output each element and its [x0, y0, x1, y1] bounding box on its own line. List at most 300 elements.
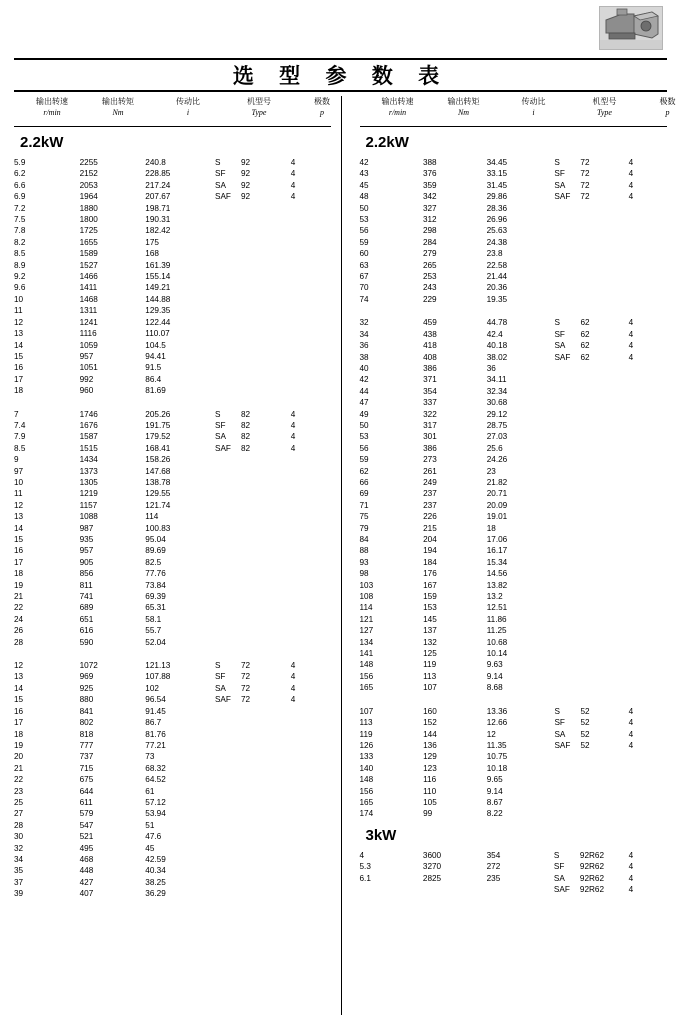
- cell-output-speed: 14: [14, 523, 24, 533]
- table-row: [360, 282, 668, 293]
- cell-output-torque: 1051: [79, 363, 98, 373]
- cell-output-speed: 134: [359, 637, 374, 647]
- cell-output-speed: 5.9: [14, 158, 26, 167]
- cell-poles: [629, 808, 667, 819]
- cell-ratio: 8.67: [486, 797, 503, 807]
- table-row: [14, 545, 331, 556]
- cell-output-torque: 1800: [79, 215, 98, 225]
- table-row: [14, 431, 331, 442]
- type-number: 62: [580, 341, 590, 351]
- cell-type: [554, 557, 628, 568]
- cell-type: [215, 157, 291, 168]
- table-row: [360, 602, 668, 613]
- table-row: [360, 580, 668, 591]
- cell-type: [215, 409, 291, 420]
- cell-output-speed: 18: [14, 729, 24, 739]
- cell-output-torque: 547: [79, 820, 94, 830]
- table-row: [14, 500, 331, 511]
- cell-poles: [291, 248, 331, 259]
- cell-output-torque: 1725: [79, 226, 98, 236]
- cell-type: [215, 694, 291, 705]
- cell-type: [215, 591, 291, 602]
- table-row: [360, 808, 668, 819]
- cell-poles: [629, 214, 667, 225]
- cell-ratio: 68.32: [145, 763, 166, 773]
- cell-type: [554, 682, 628, 693]
- table-row: [14, 271, 331, 282]
- cell-output-speed: 103: [359, 580, 374, 590]
- cell-type: [554, 420, 628, 431]
- cell-ratio: 19.35: [486, 294, 508, 304]
- cell-output-torque: 229: [422, 294, 437, 304]
- cell-output-torque: 3600: [422, 850, 442, 860]
- cell-output-torque: 818: [79, 729, 94, 739]
- type-prefix: SAF: [214, 443, 231, 453]
- gear-motor-photo: [599, 6, 663, 50]
- cell-output-speed: 27: [14, 809, 24, 819]
- table-row: [14, 362, 331, 373]
- cell-type: [554, 363, 628, 374]
- cell-ratio: 8.22: [486, 809, 503, 819]
- cell-type: [215, 614, 291, 625]
- cell-output-torque: 418: [423, 341, 437, 351]
- cell-output-speed: 28: [14, 820, 24, 830]
- table-row: [14, 511, 331, 522]
- cell-poles: [291, 751, 331, 762]
- cell-type: [554, 751, 628, 762]
- cell-ratio: 10.68: [486, 637, 508, 647]
- type-number: 82: [240, 432, 251, 442]
- spec-table: [14, 157, 331, 397]
- cell-poles: 4: [628, 329, 634, 339]
- cell-ratio: 34.11: [486, 375, 507, 385]
- cell-poles: 4: [290, 661, 296, 671]
- cell-output-speed: 6.6: [14, 180, 26, 190]
- table-row: [14, 420, 331, 431]
- table-row: [14, 374, 331, 385]
- cell-poles: [291, 602, 331, 613]
- cell-output-speed: 9: [14, 455, 19, 465]
- cell-ratio: 17.06: [486, 535, 508, 544]
- table-row: [14, 729, 331, 740]
- cell-output-torque: 408: [423, 352, 437, 362]
- cell-ratio: 86.7: [145, 718, 162, 728]
- cell-output-torque: 279: [422, 249, 437, 259]
- header-ratio: 传动比 i: [521, 97, 546, 117]
- cell-type: [554, 454, 628, 465]
- spec-table: [360, 317, 668, 693]
- cell-ratio: 11.35: [486, 740, 507, 750]
- cell-poles: [629, 511, 667, 522]
- cell-type: [554, 477, 628, 488]
- cell-poles: 4: [290, 409, 296, 419]
- cell-output-speed: 15: [14, 695, 24, 705]
- cell-ratio: 129.55: [145, 489, 171, 499]
- cell-type: [554, 225, 628, 236]
- cell-output-torque: 644: [79, 786, 94, 796]
- table-row: [360, 625, 668, 636]
- type-number: 92: [240, 192, 251, 202]
- cell-ratio: 91.5: [145, 363, 162, 373]
- left-table-body: [14, 134, 331, 900]
- cell-output-speed: 20: [14, 752, 24, 762]
- cell-ratio: 107.88: [145, 672, 171, 682]
- cell-poles: 4: [628, 192, 634, 202]
- table-row: [360, 614, 668, 625]
- cell-type: [215, 865, 291, 876]
- cell-output-speed: 37: [14, 877, 24, 887]
- table-row: [14, 706, 331, 717]
- cell-ratio: 45: [145, 843, 155, 853]
- cell-output-torque: 1655: [79, 237, 98, 247]
- title-rule-bottom: [14, 90, 667, 92]
- type-number: 72: [240, 695, 251, 705]
- cell-ratio: 207.67: [145, 192, 171, 202]
- cell-ratio: 25.63: [486, 226, 508, 236]
- cell-ratio: 191.75: [145, 420, 171, 430]
- type-prefix: SF: [554, 329, 565, 339]
- cell-output-speed: 19: [14, 740, 24, 750]
- cell-ratio: 9.63: [486, 660, 503, 670]
- cell-type: [554, 545, 628, 556]
- cell-ratio: 42.4: [486, 329, 503, 339]
- table-row: [14, 454, 331, 465]
- cell-type: [554, 591, 628, 602]
- cell-type: [554, 386, 628, 397]
- cell-output-speed: 50: [359, 420, 369, 430]
- cell-type: [554, 671, 628, 682]
- type-number: 92: [240, 169, 251, 179]
- table-row: [14, 180, 331, 191]
- table-row: [360, 740, 668, 751]
- cell-output-speed: 13: [14, 329, 24, 339]
- type-prefix: SF: [214, 672, 226, 682]
- type-prefix: SA: [554, 729, 566, 739]
- cell-ratio: 272: [486, 862, 501, 872]
- cell-type: [554, 488, 628, 499]
- table-row: [14, 854, 331, 865]
- table-row: [14, 168, 331, 179]
- cell-output-torque: 152: [423, 718, 437, 728]
- cell-type: [215, 443, 291, 454]
- cell-ratio: 21.82: [486, 477, 508, 487]
- cell-poles: [291, 637, 331, 648]
- cell-poles: [291, 568, 331, 579]
- table-row: [360, 477, 668, 488]
- spec-table: [14, 409, 331, 649]
- cell-output-torque: 737: [79, 752, 94, 762]
- cell-output-torque: 273: [423, 455, 437, 465]
- cell-ratio: 58.1: [145, 614, 162, 624]
- table-row: [360, 774, 668, 785]
- cell-ratio: 10.18: [486, 763, 508, 773]
- table-row: [360, 511, 668, 522]
- cell-output-torque: 438: [423, 329, 437, 339]
- cell-ratio: 110.07: [145, 329, 170, 339]
- cell-output-speed: 12: [14, 500, 24, 510]
- cell-output-speed: 56: [359, 226, 369, 236]
- cell-type: [554, 248, 628, 259]
- cell-type: [554, 294, 628, 305]
- table-row: [14, 568, 331, 579]
- cell-output-speed: 165: [359, 683, 374, 693]
- cell-output-torque: 1964: [79, 192, 98, 202]
- cell-poles: [629, 580, 667, 591]
- cell-output-torque: 388: [422, 158, 437, 167]
- type-number: 72: [580, 180, 590, 190]
- type-number: 82: [240, 409, 251, 419]
- cell-poles: [629, 763, 667, 774]
- cell-type: [215, 282, 291, 293]
- cell-ratio: 64.52: [145, 775, 166, 785]
- table-row: [360, 671, 668, 682]
- cell-type: [215, 214, 291, 225]
- cell-ratio: 228.85: [145, 169, 171, 179]
- cell-type: [215, 740, 291, 751]
- cell-output-torque: 243: [422, 283, 437, 293]
- table-row: [14, 843, 331, 854]
- cell-output-torque: 226: [423, 512, 437, 522]
- cell-type: [554, 523, 628, 534]
- table-row: [14, 237, 331, 248]
- cell-output-speed: 140: [359, 763, 374, 773]
- cell-ratio: 53.94: [145, 809, 166, 819]
- cell-output-speed: 14: [14, 340, 24, 350]
- cell-output-torque: 1411: [79, 283, 98, 293]
- cell-output-torque: 359: [422, 180, 437, 190]
- cell-ratio: 40.34: [145, 866, 166, 876]
- cell-type: [215, 271, 291, 282]
- cell-type: [554, 763, 628, 774]
- cell-output-torque: 2825: [422, 873, 442, 883]
- type-prefix: SA: [214, 180, 226, 190]
- table-row: [360, 237, 668, 248]
- table-row: [14, 191, 331, 202]
- cell-poles: 4: [290, 432, 296, 442]
- cell-poles: [291, 534, 331, 545]
- cell-ratio: 354: [486, 850, 501, 860]
- cell-output-torque: 105: [423, 797, 437, 807]
- table-row: [360, 454, 668, 465]
- cell-output-speed: 34: [359, 329, 369, 339]
- cell-type: [554, 861, 629, 872]
- cell-ratio: 158.26: [145, 455, 171, 465]
- type-number: 62: [580, 352, 590, 362]
- cell-poles: [629, 786, 667, 797]
- cell-output-speed: 121: [359, 614, 374, 624]
- cell-type: [554, 214, 628, 225]
- cell-output-torque: 125: [423, 649, 437, 659]
- table-row: [14, 751, 331, 762]
- cell-type: [554, 729, 628, 740]
- cell-output-speed: 11: [14, 306, 23, 316]
- cell-output-speed: 56: [359, 443, 369, 453]
- cell-poles: 4: [628, 729, 634, 739]
- power-rating-heading: 3kW: [365, 826, 397, 844]
- cell-output-torque: 777: [79, 740, 94, 750]
- cell-output-speed: 43: [359, 169, 369, 179]
- cell-output-speed: 141: [359, 649, 374, 659]
- cell-poles: 4: [628, 180, 634, 190]
- cell-poles: [629, 225, 667, 236]
- cell-type: [215, 831, 291, 842]
- table-row: [14, 294, 331, 305]
- cell-type: [215, 191, 291, 202]
- cell-output-torque: 107: [423, 683, 437, 693]
- header-output-speed: 输出转速 r/min: [381, 97, 414, 117]
- table-row: [14, 260, 331, 271]
- cell-ratio: 168: [145, 249, 159, 259]
- cell-output-speed: 17: [14, 557, 24, 567]
- cell-poles: [291, 294, 331, 305]
- cell-output-torque: 184: [423, 557, 437, 567]
- cell-poles: [291, 282, 331, 293]
- cell-output-speed: 84: [359, 535, 369, 544]
- cell-type: [215, 237, 291, 248]
- cell-output-speed: 36: [359, 341, 369, 351]
- cell-ratio: 61: [145, 786, 155, 796]
- table-row: [14, 534, 331, 545]
- cell-type: [215, 294, 291, 305]
- table-row: [14, 443, 331, 454]
- cell-output-torque: 521: [79, 832, 94, 842]
- cell-output-torque: 322: [423, 409, 437, 419]
- cell-output-torque: 386: [423, 443, 437, 453]
- cell-ratio: 24.38: [486, 237, 508, 247]
- cell-output-speed: 6.1: [359, 873, 371, 883]
- cell-poles: [291, 831, 331, 842]
- header-output-torque: 输出转矩 Nm: [102, 97, 134, 117]
- cell-output-torque: 204: [423, 535, 437, 544]
- cell-ratio: 18: [486, 523, 496, 533]
- cell-output-speed: 126: [359, 740, 374, 750]
- cell-ratio: 182.42: [145, 226, 171, 236]
- cell-ratio: 69.39: [145, 592, 166, 602]
- cell-output-speed: 18: [14, 386, 24, 396]
- table-row: [360, 545, 668, 556]
- cell-poles: [291, 763, 331, 774]
- cell-type: [215, 420, 291, 431]
- cell-poles: 4: [290, 443, 296, 453]
- cell-output-speed: 14: [14, 683, 24, 693]
- cell-poles: [629, 477, 667, 488]
- cell-output-torque: 317: [423, 420, 437, 430]
- table-row: [14, 637, 331, 648]
- cell-output-torque: 237: [423, 489, 437, 499]
- cell-ratio: 40.18: [486, 341, 508, 351]
- type-number: 62: [580, 329, 590, 339]
- cell-type: [215, 317, 291, 328]
- table-row: [360, 214, 668, 225]
- cell-ratio: 31.45: [486, 180, 508, 190]
- cell-type: [215, 774, 291, 785]
- cell-output-torque: 960: [79, 386, 94, 396]
- cell-output-speed: 8.2: [14, 237, 26, 247]
- cell-type: [554, 808, 628, 819]
- cell-output-torque: 119: [423, 660, 437, 670]
- cell-output-torque: 145: [423, 614, 437, 624]
- type-number: 72: [580, 158, 590, 167]
- cell-output-speed: 63: [359, 260, 369, 270]
- table-row: [360, 248, 668, 259]
- table-row: [360, 557, 668, 568]
- header-poles: 极数 p: [659, 97, 676, 117]
- type-prefix: SF: [214, 420, 226, 430]
- cell-ratio: 81.69: [145, 386, 166, 396]
- cell-ratio: 217.24: [145, 180, 171, 190]
- type-number: 92R62: [579, 862, 605, 872]
- cell-poles: 4: [290, 169, 296, 179]
- cell-poles: 4: [290, 683, 296, 693]
- cell-poles: 4: [290, 420, 296, 430]
- cell-output-torque: 2255: [79, 158, 98, 167]
- cell-output-speed: 70: [359, 283, 369, 293]
- cell-ratio: 175: [145, 237, 159, 247]
- cell-type: [215, 466, 291, 477]
- cell-ratio: 205.26: [145, 409, 171, 419]
- cell-ratio: 26.96: [486, 215, 508, 225]
- cell-output-torque: 301: [423, 432, 437, 442]
- cell-type: [554, 352, 628, 363]
- cell-ratio: 20.09: [486, 500, 508, 510]
- table-row: [14, 157, 331, 168]
- cell-output-torque: 1305: [79, 477, 98, 487]
- cell-ratio: 36: [486, 363, 496, 373]
- cell-type: [215, 534, 291, 545]
- cell-output-speed: 62: [359, 466, 369, 476]
- cell-type: [215, 820, 291, 831]
- table-row: [360, 363, 668, 374]
- cell-poles: [291, 454, 331, 465]
- cell-output-torque: 841: [79, 706, 94, 716]
- cell-output-speed: 16: [14, 546, 24, 556]
- cell-output-speed: 113: [359, 718, 373, 728]
- cell-type: [554, 717, 628, 728]
- cell-ratio: 55.7: [145, 626, 162, 636]
- cell-poles: [629, 557, 667, 568]
- cell-ratio: 95.04: [145, 535, 166, 544]
- cell-poles: [629, 397, 667, 408]
- cell-ratio: 38.02: [486, 352, 508, 362]
- cell-ratio: 147.68: [145, 466, 171, 476]
- table-row: [14, 614, 331, 625]
- cell-poles: 4: [628, 169, 634, 179]
- cell-ratio: 86.4: [145, 374, 162, 384]
- cell-poles: [291, 237, 331, 248]
- cell-output-torque: 3270: [422, 862, 442, 872]
- cell-output-torque: 1587: [79, 432, 98, 442]
- cell-poles: [629, 488, 667, 499]
- cell-type: [215, 751, 291, 762]
- cell-output-speed: 119: [359, 729, 373, 739]
- spec-table: [360, 706, 668, 820]
- table-row: [360, 225, 668, 236]
- cell-ratio: 30.68: [486, 398, 508, 408]
- right-table-body: [360, 134, 668, 895]
- cell-poles: [291, 729, 331, 740]
- cell-output-speed: 25: [14, 797, 24, 807]
- table-row: [360, 294, 668, 305]
- cell-poles: [629, 374, 667, 385]
- table-row: [360, 682, 668, 693]
- cell-output-torque: 376: [422, 169, 437, 179]
- cell-poles: [291, 820, 331, 831]
- cell-output-speed: 32: [359, 318, 369, 328]
- cell-poles: [629, 237, 667, 248]
- cell-type: [215, 225, 291, 236]
- table-row: [14, 248, 331, 259]
- cell-output-torque: 448: [79, 866, 94, 876]
